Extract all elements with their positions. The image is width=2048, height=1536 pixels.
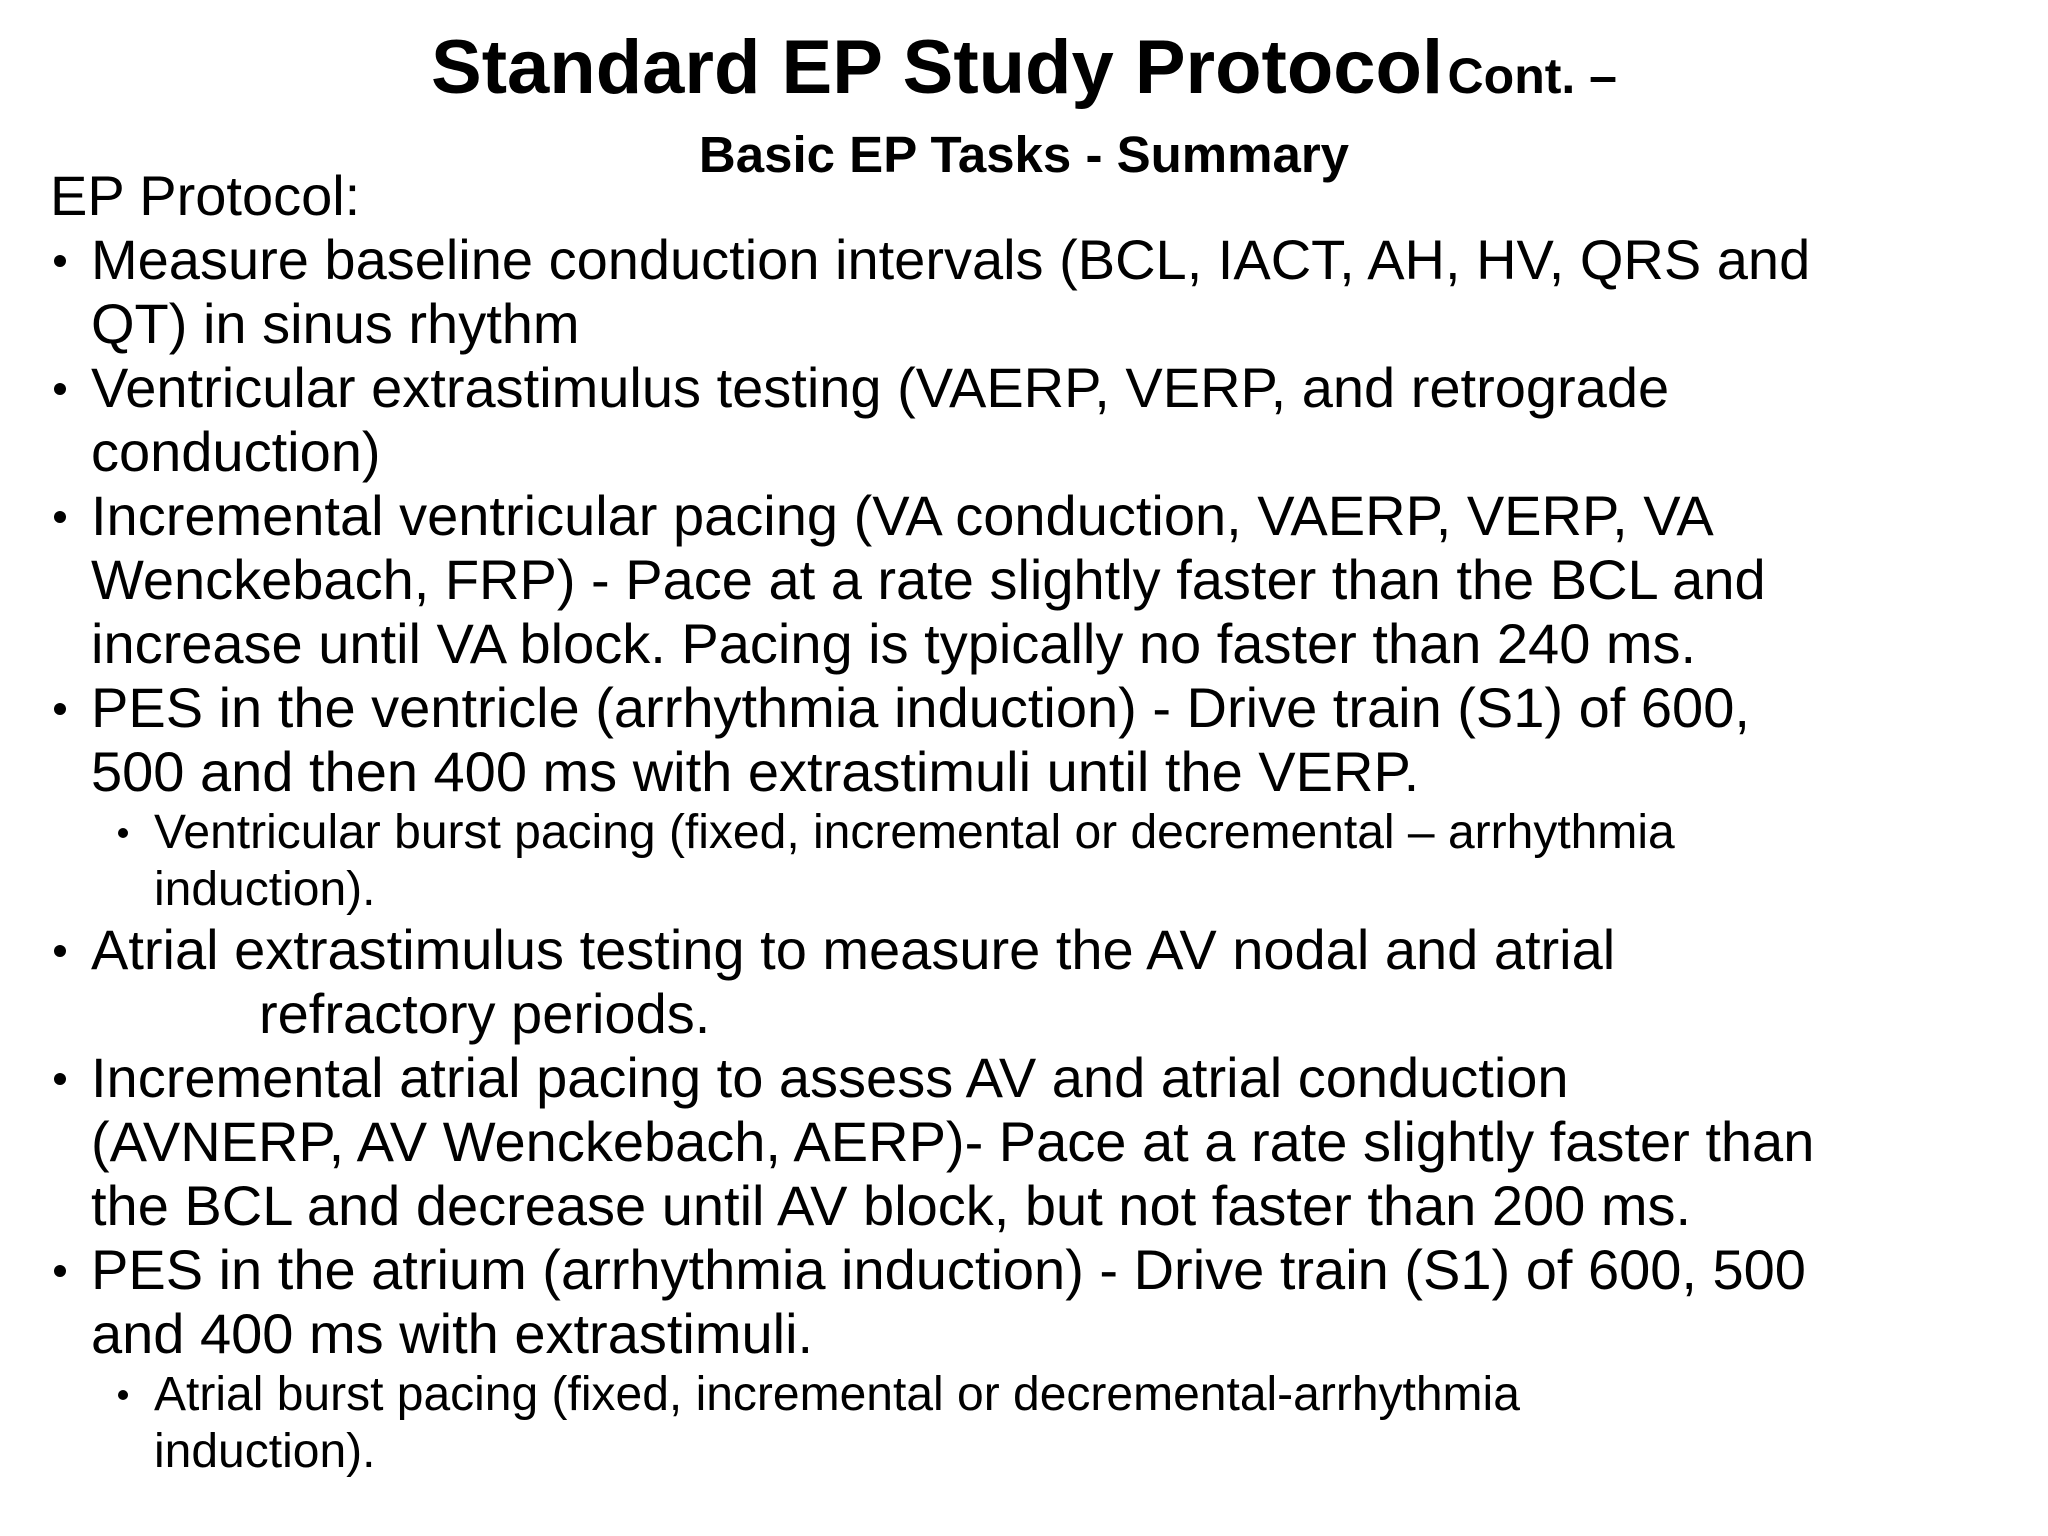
bullet-item-atrial-extrastimulus — [50, 918, 2030, 1046]
sub-bullet-line: induction). — [154, 863, 376, 916]
sub-bullet-line: Ventricular burst pacing (fixed, incremental or decremental – arrhythmia — [154, 806, 1675, 859]
bullet-line: 500 and then 400 ms with extrastimuli until the VERP. — [91, 740, 1420, 803]
bullet-line: Ventricular extrastimulus testing (VAERP, VERP, and retrograde — [91, 356, 1670, 419]
slide-content — [50, 164, 2030, 1480]
bullet-line: QT) in sinus rhythm — [91, 292, 580, 355]
bullet-line: and 400 ms with extrastimuli. — [91, 1302, 814, 1365]
bullet-line: (AVNERP, AV Wenckebach, AERP)- Pace at a rate slightly faster than — [91, 1110, 1815, 1173]
bullet-line: Incremental atrial pacing to assess AV and atrial conduction — [91, 1046, 1569, 1109]
sub-bullet-item-atrial-burst — [50, 1366, 2030, 1480]
bullet-line: refractory periods. — [259, 982, 711, 1045]
bullet-item-pes-atrium — [50, 1238, 2030, 1366]
sub-bullet-item-ventricular-burst — [50, 804, 2030, 918]
section-heading: EP Protocol: — [50, 164, 361, 227]
bullet-item-incremental-atrial-pacing — [50, 1046, 2030, 1238]
slide-subtitle: Basic EP Tasks - Summary — [698, 126, 1350, 183]
slide-title-suffix: Cont. – — [1447, 48, 1617, 104]
sub-bullet-line: induction). — [154, 1425, 376, 1478]
bullet-line: the BCL and decrease until AV block, but not faster than 200 ms. — [91, 1174, 1692, 1237]
title-line — [0, 25, 2048, 129]
bullet-line: conduction) — [91, 420, 381, 483]
bullet-item-pes-ventricle — [50, 676, 2030, 804]
bullet-line: PES in the ventricle (arrhythmia induction) - Drive train (S1) of 600, — [91, 676, 1750, 739]
bullet-item-incremental-ventricular-pacing — [50, 484, 2030, 676]
bullet-line: Measure baseline conduction intervals (BCL, IACT, AH, HV, QRS and — [91, 228, 1811, 291]
bullet-item-baseline-intervals — [50, 228, 2030, 356]
bullet-line: PES in the atrium (arrhythmia induction) - Drive train (S1) of 600, 500 — [91, 1238, 1806, 1301]
bullet-item-ventricular-extrastimulus — [50, 356, 2030, 484]
bullet-line: Wenckebach, FRP) - Pace at a rate slightly faster than the BCL and — [91, 548, 1766, 611]
sub-bullet-line: Atrial burst pacing (fixed, incremental or decremental-arrhythmia — [154, 1368, 1520, 1421]
bullet-line: Atrial extrastimulus testing to measure the AV nodal and atrial — [91, 918, 1616, 981]
bullet-line: Incremental ventricular pacing (VA conduction, VAERP, VERP, VA — [91, 484, 1714, 547]
title-block — [0, 25, 2048, 185]
bullet-line: increase until VA block. Pacing is typically no faster than 240 ms. — [91, 612, 1697, 675]
slide-title: Standard EP Study Protocol — [431, 25, 1444, 110]
